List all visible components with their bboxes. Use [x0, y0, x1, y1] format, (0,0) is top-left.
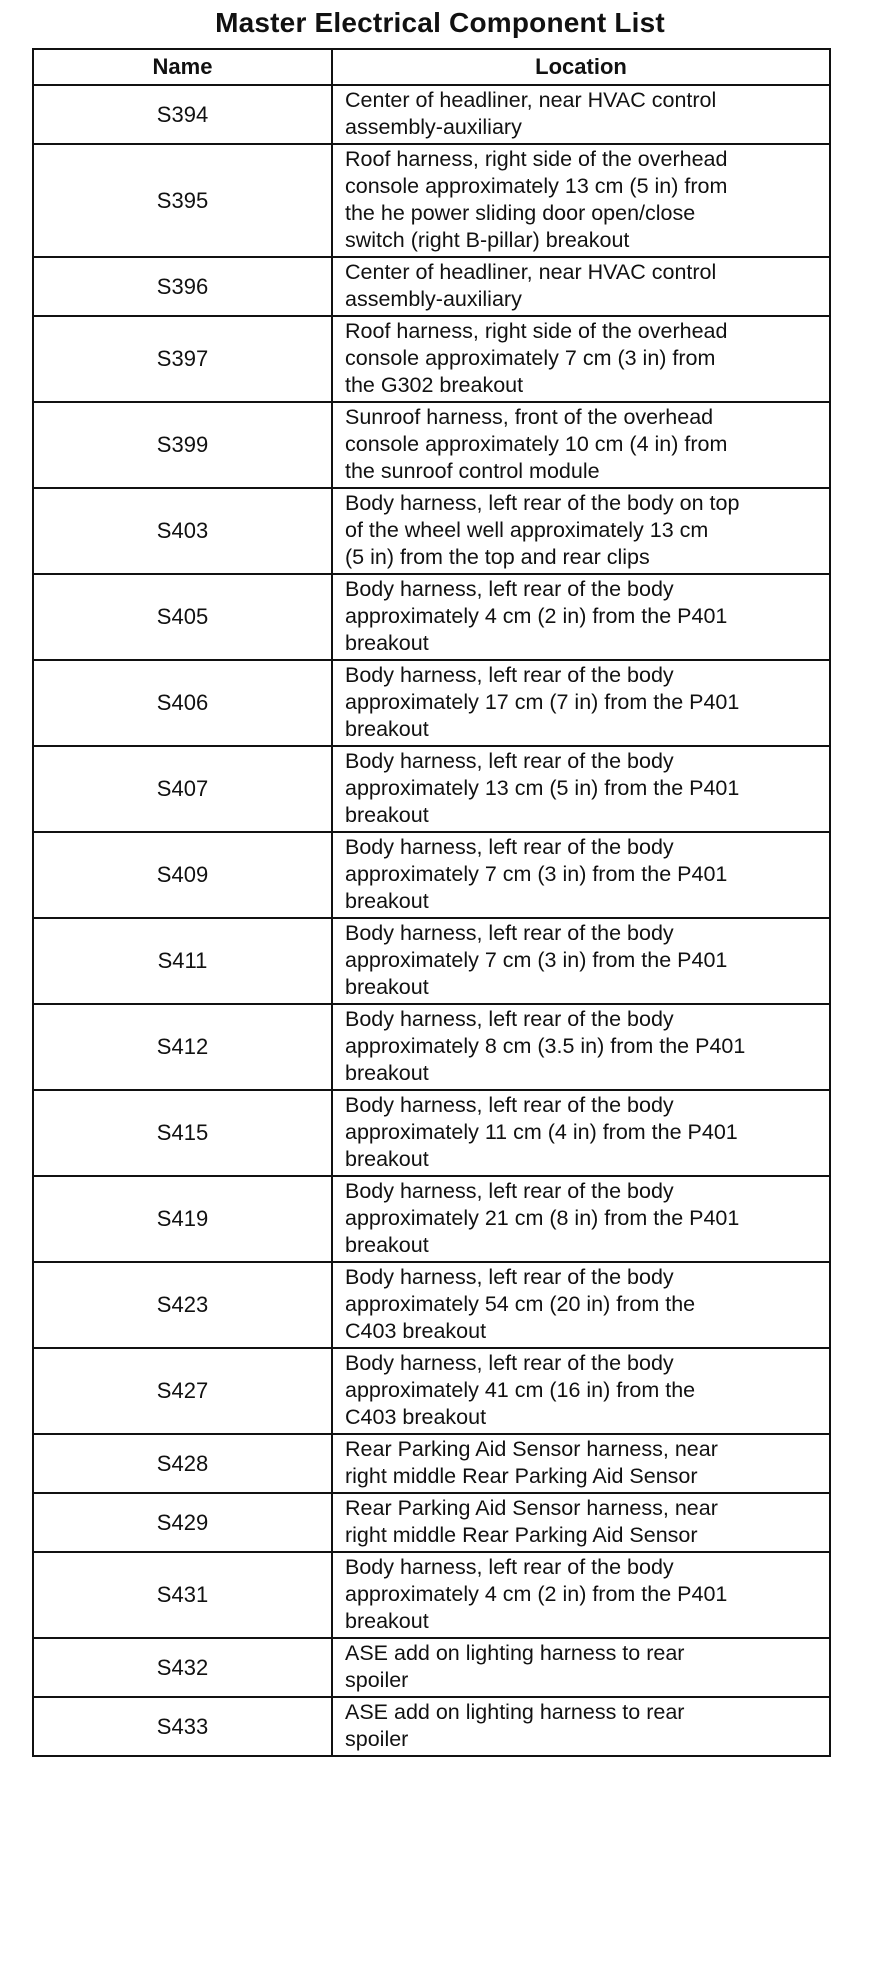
table-row: [33, 746, 830, 832]
table-header-row: [33, 49, 830, 85]
component-location: Rear Parking Aid Sensor harness, near right middle Rear Parking Aid Sensor: [332, 1493, 830, 1552]
table-row: [33, 144, 830, 257]
table-row: [33, 316, 830, 402]
table-row: [33, 85, 830, 144]
column-header-name: Name: [33, 49, 332, 85]
table-row: [33, 918, 830, 1004]
component-name: S419: [33, 1176, 332, 1262]
component-location: Body harness, left rear of the body approximately 7 cm (3 in) from the P401 breakout: [332, 918, 830, 1004]
component-location: Roof harness, right side of the overhead console approximately 7 cm (3 in) from the G302 breakout: [332, 316, 830, 402]
table-row: [33, 1176, 830, 1262]
component-location: ASE add on lighting harness to rear spoiler: [332, 1697, 830, 1756]
component-name: S405: [33, 574, 332, 660]
component-location: Body harness, left rear of the body approximately 7 cm (3 in) from the P401 breakout: [332, 832, 830, 918]
component-location: Body harness, left rear of the body approximately 4 cm (2 in) from the P401 breakout: [332, 574, 830, 660]
table-row: [33, 1262, 830, 1348]
table-row: [33, 257, 830, 316]
component-name: S403: [33, 488, 332, 574]
component-name: S399: [33, 402, 332, 488]
component-name: S395: [33, 144, 332, 257]
component-name: S423: [33, 1262, 332, 1348]
component-location: Sunroof harness, front of the overhead console approximately 10 cm (4 in) from the sunroof control module: [332, 402, 830, 488]
component-name: S432: [33, 1638, 332, 1697]
component-location: Body harness, left rear of the body approximately 8 cm (3.5 in) from the P401 breakout: [332, 1004, 830, 1090]
table-row: [33, 1434, 830, 1493]
table-row: [33, 1090, 830, 1176]
component-name: S412: [33, 1004, 332, 1090]
component-name: S406: [33, 660, 332, 746]
component-name: S415: [33, 1090, 332, 1176]
page-title: Master Electrical Component List: [215, 7, 665, 38]
table-row: [33, 832, 830, 918]
component-location: Body harness, left rear of the body approximately 17 cm (7 in) from the P401 breakout: [332, 660, 830, 746]
component-location: Body harness, left rear of the body approximately 41 cm (16 in) from the C403 breakout: [332, 1348, 830, 1434]
component-location: Center of headliner, near HVAC control assembly-auxiliary: [332, 257, 830, 316]
component-name: S397: [33, 316, 332, 402]
table-row: [33, 1493, 830, 1552]
component-location: Roof harness, right side of the overhead console approximately 13 cm (5 in) from the he power sliding door open/close switch (right B-pillar) breakout: [332, 144, 830, 257]
table-row: [33, 1552, 830, 1638]
component-location: Body harness, left rear of the body approximately 11 cm (4 in) from the P401 breakout: [332, 1090, 830, 1176]
component-name: S409: [33, 832, 332, 918]
table-row: [33, 1697, 830, 1756]
component-name: S431: [33, 1552, 332, 1638]
component-location: Body harness, left rear of the body on top of the wheel well approximately 13 cm (5 in) from the top and rear clips: [332, 488, 830, 574]
component-name: S428: [33, 1434, 332, 1493]
table-row: [33, 1004, 830, 1090]
component-name: S433: [33, 1697, 332, 1756]
component-location: Rear Parking Aid Sensor harness, near right middle Rear Parking Aid Sensor: [332, 1434, 830, 1493]
table-row: [33, 1638, 830, 1697]
component-location: ASE add on lighting harness to rear spoiler: [332, 1638, 830, 1697]
component-name: S411: [33, 918, 332, 1004]
component-table: [32, 48, 831, 1757]
component-location: Center of headliner, near HVAC control assembly-auxiliary: [332, 85, 830, 144]
component-location: Body harness, left rear of the body approximately 4 cm (2 in) from the P401 breakout: [332, 1552, 830, 1638]
component-name: S394: [33, 85, 332, 144]
component-location: Body harness, left rear of the body approximately 13 cm (5 in) from the P401 breakout: [332, 746, 830, 832]
table-row: [33, 1348, 830, 1434]
component-location: Body harness, left rear of the body approximately 21 cm (8 in) from the P401 breakout: [332, 1176, 830, 1262]
column-header-location: Location: [332, 49, 830, 85]
table-row: [33, 660, 830, 746]
component-name: S429: [33, 1493, 332, 1552]
component-name: S407: [33, 746, 332, 832]
table-row: [33, 402, 830, 488]
component-name: S396: [33, 257, 332, 316]
table-row: [33, 488, 830, 574]
component-name: S427: [33, 1348, 332, 1434]
component-location: Body harness, left rear of the body approximately 54 cm (20 in) from the C403 breakout: [332, 1262, 830, 1348]
table-row: [33, 574, 830, 660]
